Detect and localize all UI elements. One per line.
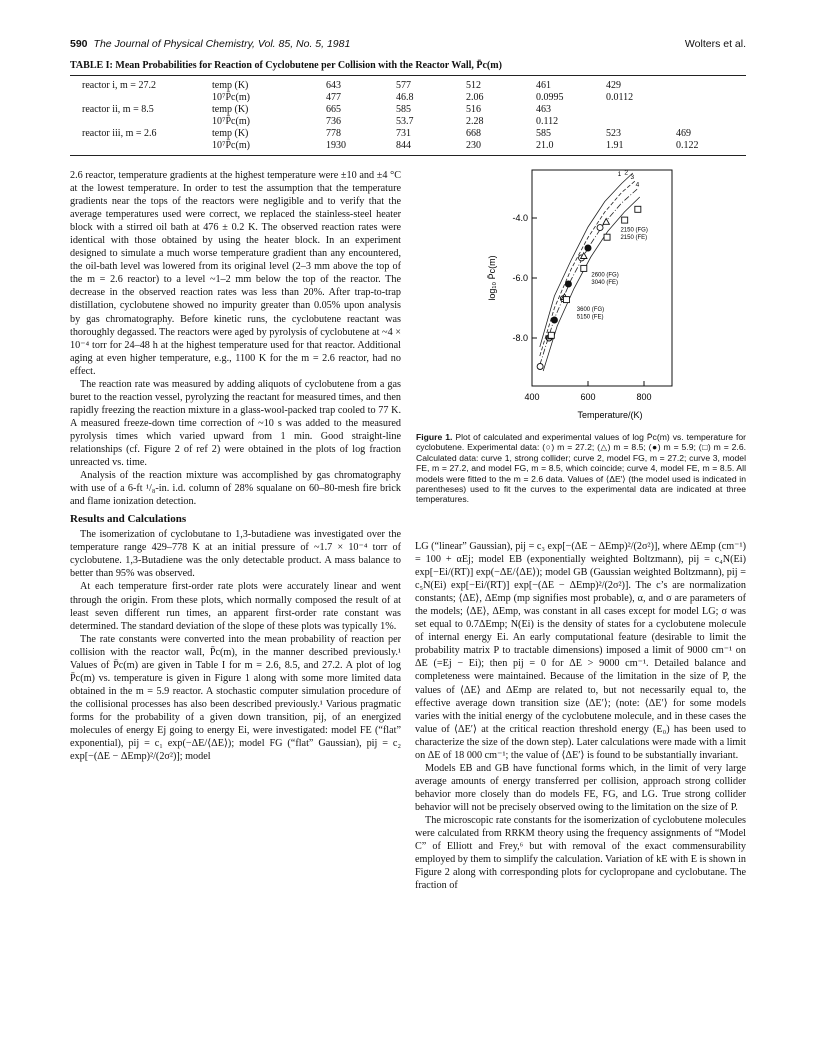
table-cell: 731 (396, 128, 411, 139)
row-label-cell: 10⁷P̄c(m) (212, 92, 250, 103)
y-axis-label: log₁₀ P̄c(m) (487, 255, 497, 301)
table-row (70, 80, 746, 92)
table-row (70, 104, 746, 116)
annotation-line: 5150 (FE) (576, 314, 604, 321)
curve-label: 4 (635, 181, 640, 189)
reactor-cell: reactor iii, m = 2.6 (82, 128, 157, 139)
reactor-cell: reactor ii, m = 8.5 (82, 104, 154, 115)
annotation-line: 2600 (FG) (591, 272, 619, 279)
table-cell (606, 104, 676, 116)
table-cell: 523 (606, 128, 621, 139)
body-paragraph: LG (“linear” Gaussian), pij = c₃ exp[−(ΔE − ΔEmp)²/(2σ²)], where ΔEmp (cm⁻¹) = 100 + αEj; model EB (exponentially weighted Boltzmann), pij = c₄N(Ei) exp[−Ei/(RT)] exp(−ΔE/⟨ΔE⟩); model GB (Gaussian weighted Boltzmann), pij = c₅N(Ei) exp[−Ei/(RT)] exp[−(ΔE − ΔEmp)²/(2σ²)]. The c’s are normalization constants; ⟨ΔE⟩, ΔEmp (mp signifies most probable), α, and σ are parameters of the models; ⟨ΔE⟩, ΔEmp, was constant in all cases except for model LG; σ was set equal to 0.7ΔEmp; N(Ei) is the density of states for a cyclobutene molecule of internal energy Ei. An early computational feature (desirable to limit the probability matrix P to tractable dimensions) imposed a limit of 9000 cm⁻¹ on ΔE (=Ej − Ei); then pij = 0 for ΔE > 9000 cm⁻¹. Detailed balance and completeness were maintained. Because of the limitation in the size of P, the values of ⟨ΔE⟩ and ΔEmp are related to, but not necessarily equal to, the effective average down transition size ⟨ΔE′⟩; (note: ⟨ΔE′⟩ for some models varies with the initial energy of the cyclobutene molecule, and in these cases the value of ⟨ΔE′⟩ at the critical reaction threshold energy (E₀) has been used to characterize the size of the down step). Later calculations were made with a limit on ΔE of 18 000 cm⁻¹; the value of ⟨ΔE′⟩ is found to be substantially invariant. (415, 541, 746, 761)
body-paragraph: 2.6 reactor, temperature gradients at the highest temperature were ±10 and ±4 °C at the lowest temperature. In order to test the assumption that the temperature gradients near the tops of the reactors were negligible and to verify that the average temperatures used were correct, we replaced the stainless-steel heater block with a stirred oil bath at 476 ± 0.2 K. The observed reaction rates were identical with those obtained by using the heater block. In an experiment designed to simulate a much worse temperature gradient than any encountered, the oil-bath level was lowered from its original level (2–3 mm above the top of the m = 2.6 reactor) to a level ~1–2 mm below the top of the reactor. The decrease in the observed reaction rates was less than 20%. After trap-to-trap distillation, cyclobutene showed no impurity greater than 0.05% upon analysis by gas chromatography. Before kinetic runs, the cyclobutene reactant was thoroughly degassed. The reactors were aged by pyrolysis of cyclobutene at ~4 × 10⁻⁴ torr for 24–48 h at the highest temperature used for that reactor. Additional aging at even higher temperature, e.g., 1100 K for the m = 2.6 reactor, had no effect. (70, 170, 401, 377)
y-tick-label: -6.0 (512, 273, 528, 283)
curve-label: 3 (630, 174, 635, 181)
data-point-m5-9 (565, 281, 571, 287)
table-row (70, 128, 746, 140)
journal-name: The Journal of Physical Chemistry, Vol. 85, No. 5, 1981 (93, 38, 351, 50)
row-label-cell: 10⁷P̄c(m) (212, 140, 250, 151)
author-header: Wolters et al. (684, 38, 746, 50)
section-heading: Results and Calculations (70, 513, 187, 526)
table-cell (676, 116, 746, 128)
reactor-cell (70, 92, 212, 104)
table-cell: 1930 (326, 140, 346, 151)
reactor-cell: reactor i, m = 27.2 (82, 80, 156, 91)
table-row (70, 116, 746, 128)
model-curve-2 (540, 181, 636, 357)
data-table (70, 80, 746, 152)
table-cell: 0.0995 (536, 92, 564, 103)
table-cell: 585 (536, 128, 551, 139)
data-point-m8-5 (603, 219, 609, 225)
table-cell (676, 104, 746, 116)
table-cell: 461 (536, 80, 551, 91)
table-bottom-rule (70, 155, 746, 156)
table-cell: 0.0112 (606, 92, 634, 103)
annotation-line: 2150 (FG) (620, 227, 648, 234)
data-point-m5-9 (585, 245, 591, 251)
figure-caption (416, 432, 746, 505)
table-cell: 0.112 (536, 116, 559, 127)
figure-caption-text: Plot of calculated and experimental values of log P̄c(m) vs. temperature for cyclobutene. Experimental data: (○) m = 27.2; (△) m = 8.5; (●) m = 5.9; (□) m = 2.6. Calculated data: curve 1, strong collider; curve 2, model FG, m = 27.2; curve 3, model FE, m = 27.2, and model FG, m = 8.5, which coincide; curve 4, model FE, m = 8.5. All models were fitted to the m = 2.6 data. Values of ⟨ΔE′⟩ (the model used is indicated in parentheses) used to fit the curves to the experimental data are indicated at three temperatures. (416, 432, 746, 505)
data-point-m2-6 (581, 265, 587, 271)
table-cell (676, 92, 746, 104)
table-cell: 2.06 (466, 92, 484, 103)
table-cell: 665 (326, 104, 341, 115)
row-label-cell: 10⁷P̄c(m) (212, 116, 250, 127)
data-point-m27 (537, 364, 543, 370)
table-cell: 512 (466, 80, 481, 91)
figure-label: Figure 1. (416, 432, 453, 442)
table-cell (606, 116, 676, 128)
body-paragraph: Analysis of the reaction mixture was accomplished by gas chromatography with use of a 6-ft ¹/₈-in. i.d. column of 28% squalane on 60–80-mesh fire brick and flame ionization detection. (70, 470, 401, 508)
body-paragraph: The microscopic rate constants for the isomerization of cyclobutene molecules were calculated from RRKM theory using the frequency assignments of “Model C” of Elliott and Frey,⁶ but with removal of the exact commensurability employed by them to simplify the calculation. Variation of kE with E is shown in Figure 2 along with corresponding plots for cyclopropane and cyclobutane. The fraction of (415, 814, 746, 892)
table-cell: 585 (396, 104, 411, 115)
table-cell: 844 (396, 140, 411, 151)
table-cell: 736 (326, 116, 341, 127)
table-cell: 429 (606, 80, 621, 91)
figure-1-plot (470, 158, 700, 426)
row-label-cell: temp (K) (212, 80, 249, 91)
body-paragraph: Models EB and GB have functional forms which, in the limit of very large average amounts of energy transferred per collision, approach strong collider behavior more closely than do models FE, FG, and LG. True strong collider behavior will not be precisely observed owing to the limitation on the size of P. (415, 762, 746, 813)
body-paragraph: At each temperature first-order rate plots were accurately linear and went through the origin. From these plots, which normally composed the result of at least seven different run times, an apparent first-order rate constant was determined. The standard deviation of the slope of these plots was typically 1%. (70, 581, 401, 632)
table-caption: TABLE I: Mean Probabilities for Reaction of Cyclobutene per Collision with the Reactor Wall, P̄c(m) (70, 60, 502, 71)
table-cell: 463 (536, 104, 551, 115)
body-paragraph: The rate constants were converted into the mean probability of reaction per collision with the reactor wall, P̄c(m), in the manner described previously.¹ Values of P̄c(m) are given in Table I for m = 2.6, 8.5, and 27.2. A plot of log P̄c(m) vs. temperature is given in Figure 1 along with some more limited data obtained in the m = 5.9 reactor. A stochastic computer simulation procedure of the collisional processes has also been described previously.¹ Various pragmatic forms for the probability of a given down transition, pij, of an energized molecules of energy Ej going to energy Ei, were investigated: model FE (“flat” exponential), pij = c₁ exp(−ΔE/⟨ΔE⟩); model FG (“flat” Gaussian), pij = c₂ exp[−(ΔE − ΔEmp)²/(2σ²)]; model (70, 633, 401, 763)
table-cell: 53.7 (396, 116, 414, 127)
data-point-m2-6 (635, 206, 641, 212)
annotation-line: 3600 (FG) (576, 307, 605, 313)
data-point-m2-6 (622, 217, 628, 223)
row-label-cell: temp (K) (212, 104, 249, 115)
data-point-m2-6 (548, 332, 554, 338)
table-cell: 21.0 (536, 140, 554, 151)
body-paragraph: The isomerization of cyclobutane to 1,3-butadiene was investigated over the temperature range 429–778 K at an initial pressure of ~1.7 × 10⁻⁴ torr of cyclobutene. 1,3-Butadiene was the only detectable product. A mass balance to better than 95% was observed. (70, 529, 401, 580)
table-cell: 46.8 (396, 92, 414, 103)
table-cell: 668 (466, 128, 481, 139)
table-row (70, 92, 746, 104)
table-cell (676, 80, 746, 92)
row-label-cell: temp (K) (212, 128, 249, 139)
data-point-m2-6 (604, 234, 610, 240)
data-point-m27 (597, 225, 603, 231)
curve-label: 2 (624, 169, 629, 177)
data-point-m5-9 (551, 317, 557, 323)
x-tick-label: 600 (580, 392, 596, 402)
table-cell: 469 (676, 128, 691, 139)
left-column (70, 169, 401, 763)
x-axis-label: Temperature/(K) (577, 410, 643, 420)
table-cell: 1.91 (606, 140, 624, 151)
y-tick-label: -8.0 (512, 333, 528, 343)
reactor-cell (70, 116, 212, 128)
table-cell: 477 (326, 92, 341, 103)
reactor-cell (70, 140, 212, 152)
journal-citation (70, 38, 350, 50)
table-cell: 778 (326, 128, 341, 139)
table-cell: 230 (466, 140, 481, 151)
table-row (70, 140, 746, 152)
page-number: 590 (70, 38, 88, 50)
table-cell: 643 (326, 80, 341, 91)
curve-label: 1 (617, 171, 622, 178)
table-top-rule (70, 75, 746, 76)
table-cell: 516 (466, 104, 481, 115)
table-cell: 577 (396, 80, 411, 91)
x-tick-label: 400 (524, 392, 540, 402)
body-paragraph: The reaction rate was measured by adding aliquots of cyclobutene from a gas buret to the reaction vessel, pyrolyzing the reactant for measured times, and then rapidly freezing the reaction mixture in a glass-wool-packed trap cooled to 77 K. A measured freeze-down time correction of ~10 s was added to the measured pyrolysis times which varied upward from 1 min. Good straight-line relationships (cf. Figure 2 of ref 2) were obtained in the plots of log fraction unreacted vs. time. (70, 378, 401, 469)
table-cell: 2.28 (466, 116, 484, 127)
x-tick-label: 800 (636, 392, 652, 402)
data-point-m2-6 (563, 297, 569, 303)
table-cell: 0.122 (676, 140, 699, 151)
y-tick-label: -4.0 (512, 213, 528, 223)
annotation-line: 2150 (FE) (620, 235, 648, 241)
right-column (415, 540, 746, 892)
annotation-line: 3040 (FE) (591, 280, 619, 286)
